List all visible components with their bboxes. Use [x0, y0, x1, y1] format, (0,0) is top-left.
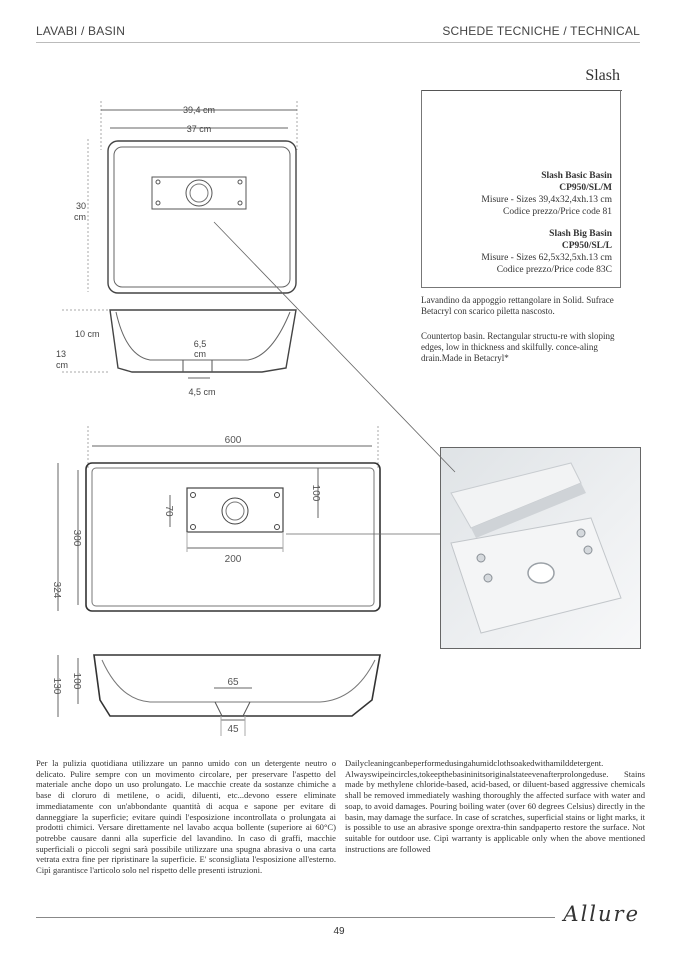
- spec-title: Slash Basic Basin: [541, 171, 612, 181]
- spec-price: Codice prezzo/Price code 81: [503, 207, 612, 217]
- spec-sizes: Misure - Sizes 39,4x32,4xh.13 cm: [481, 195, 612, 205]
- spec-code: CP950/SL/L: [561, 241, 612, 251]
- dim-plate-height: 100: [310, 484, 321, 502]
- dim-plate-width: 200: [224, 554, 242, 565]
- dim-drain-unit: cm: [194, 349, 206, 359]
- dim-inner-height: 10 cm: [75, 329, 100, 339]
- dim-inner-height: 100: [71, 672, 82, 690]
- dim-inner-width: 37 cm: [186, 124, 212, 134]
- dim-height: 130: [51, 677, 62, 695]
- care-text-it: Per la pulizia quotidiana utilizzare un panno umido con un detergente neutro o delicato. Pulire sempre con un movimento circolare, per preservare l'aspetto del materiale anche dopo un uso prolungato. Le macchie create da sostanze chimiche a base di cloruro di metilene, o acidi, diluenti, etc...devono essere eliminate immediatamente con un'abbondante quantità di acqua e sapone per evitare di danneggiare la superficie; evitare quindi l'esposizione incontrollata o prolungata ai prodotti chimici. Versare direttamente nel lavabo acqua bollente (superiore ai 60°C) potrebbe causare danni alla superficie del lavandino. In caso di graffi, macchie superficiali o piccoli segni sarà possibile utilizzare una spugna abrasiva o una carta vetrata extra fine per ripristinare la superficie. E' sconsigliata l'esposizione all'esterno. Cipì garantisce l'articolo solo nel rispetto delle presenti istruzioni.: [36, 758, 336, 876]
- dim-inner-depth: 300: [71, 529, 82, 547]
- dim-height-unit: cm: [56, 360, 68, 370]
- dim-hole: 70: [163, 505, 174, 517]
- section-label: LAVABI / BASIN: [36, 24, 126, 38]
- dim-width: 600: [224, 435, 242, 446]
- dim-drain: 65: [227, 677, 239, 688]
- page-number: 49: [333, 926, 345, 937]
- section-label-technical: SCHEDE TECNICHE / TECHNICAL: [442, 24, 640, 38]
- dim-outlet: 4,5 cm: [188, 387, 216, 397]
- dim-height-value: 13: [56, 349, 67, 359]
- description-en: Countertop basin. Rectangular structu-re with sloping edges, low in thickness and skilfully. conce-aling drain.Made in Betacryl*: [421, 331, 615, 363]
- dim-depth-unit: cm: [74, 212, 86, 222]
- spec-title: Slash Big Basin: [549, 229, 612, 239]
- dim-outer-depth: 324: [51, 581, 62, 599]
- brand-logo: Allure: [563, 902, 640, 926]
- dim-outlet: 45: [227, 724, 239, 735]
- spec-sizes: Misure - Sizes 62,5x32,5xh.13 cm: [481, 253, 612, 263]
- dim-drain-value: 6,5: [193, 339, 207, 349]
- description-it: Lavandino da appoggio rettangolare in Solid. Sufrace Betacryl con scarico piletta nascosto.: [421, 295, 614, 316]
- footer-divider: [36, 917, 555, 918]
- dim-outer-width: 39,4 cm: [182, 105, 216, 115]
- care-text-en: Dailycleaningcanbeperformedusingahumidclothsoakedwithamilddetergent. Alwayswipeincircles,tokeepthebasininitsoriginalstateevenafterprolongeduse. Stains made by methylene chloride-based, acid-based, or diluent-based aggressive chemicals shall be removed immediately washing thoroughly the affected surface with water and soap, to avoid damages. Pouring boiling water (over 60 degrees Celsius) directly in the basin, may damage the surface. In case of scratches, superficial stains or light marks, it is possible to use an abrasive sponge orextra-thin sandpaperto restore the surface. Not suitable for outdoor use. Cipì warranty is applicable only when the above mentioned instructions are followed: [345, 758, 645, 854]
- spec-code: CP950/SL/M: [559, 183, 612, 193]
- spec-price: Codice prezzo/Price code 83C: [496, 265, 612, 275]
- product-title: Slash: [585, 67, 620, 84]
- dim-depth-value: 30: [75, 201, 86, 211]
